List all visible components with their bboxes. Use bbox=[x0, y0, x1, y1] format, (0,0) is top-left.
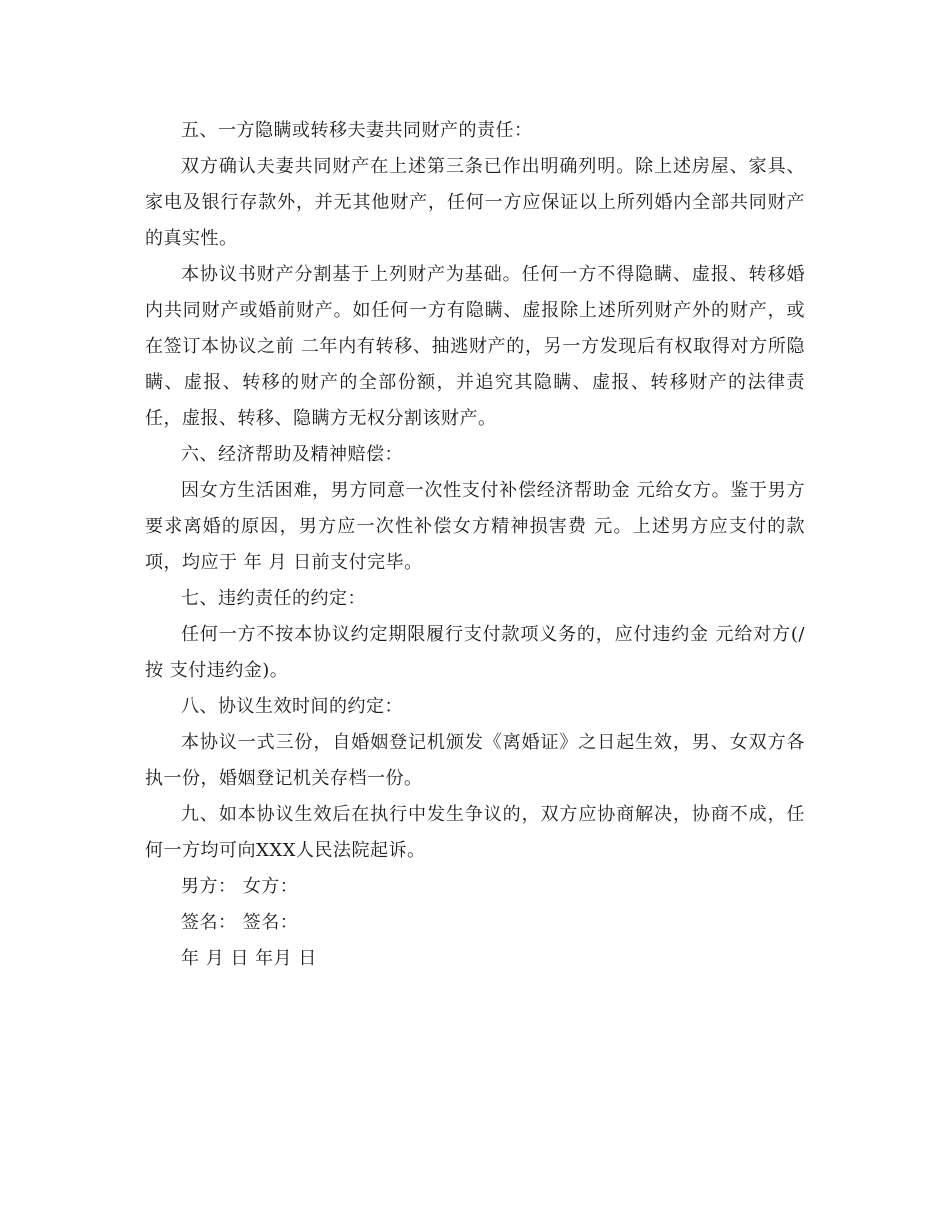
section-heading-5: 五、一方隐瞒或转移夫妻共同财产的责任： bbox=[181, 120, 533, 141]
date-labels: 年 月 日 年月 日 bbox=[181, 948, 317, 969]
paragraph-dispute-resolution: 九、如本协议生效后在执行中发生争议的，双方应协商解决，协商不成，任何一方均可向XXX人民法院起诉。 bbox=[145, 804, 805, 861]
paragraph-property-division: 本协议书财产分割基于上列财产为基础。任何一方不得隐瞒、虚报、转移婚内共同财产或婚前财产。如任何一方有隐瞒、虚报除上述所列财产外的财产，或在签订本协议之前 二年内有转移、抽逃财产的，另一方发现后有权取得对方所隐瞒、虚报、转移的财产的全部份额，并追究其隐瞒、虚报、转移财产的法律责任，虚报、转移、隐瞒方无权分割该财产。 bbox=[145, 264, 805, 429]
paragraph-effective-date: 本协议一式三份，自婚姻登记机颁发《离婚证》之日起生效，男、女双方各执一份，婚姻登记机关存档一份。 bbox=[145, 732, 805, 789]
section-heading-8: 八、协议生效时间的约定： bbox=[181, 696, 403, 717]
paragraph-compensation: 因女方生活困难，男方同意一次性支付补偿经济帮助金 元给女方。鉴于男方要求离婚的原因，男方应一次性补偿女方精神损害费 元。上述男方应支付的款项，均应于 年 月 日前支付完毕。 bbox=[145, 480, 805, 573]
party-labels: 男方： 女方： bbox=[181, 876, 299, 897]
paragraph-property-confirmation: 双方确认夫妻共同财产在上述第三条已作出明确列明。除上述房屋、家具、家电及银行存款外，并无其他财产，任何一方应保证以上所列婚内全部共同财产的真实性。 bbox=[145, 156, 805, 249]
signature-labels: 签名： 签名： bbox=[181, 912, 299, 933]
section-heading-7: 七、违约责任的约定： bbox=[181, 588, 366, 609]
document-body bbox=[145, 113, 805, 977]
paragraph-breach-penalty: 任何一方不按本协议约定期限履行支付款项义务的，应付违约金 元给对方(/按 支付违约金)。 bbox=[145, 624, 805, 681]
section-heading-6: 六、经济帮助及精神赔偿： bbox=[181, 444, 403, 465]
